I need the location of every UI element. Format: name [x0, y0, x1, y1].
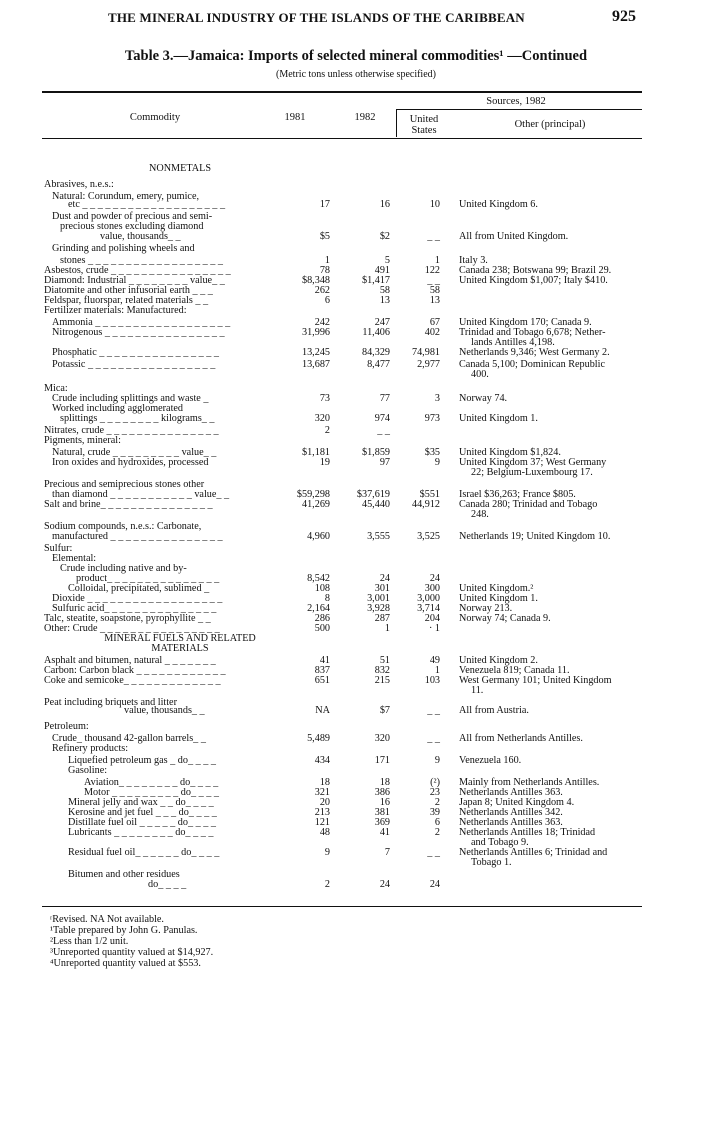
united-states-cell: 67 [429, 317, 440, 328]
value-1982-cell: 24 [379, 573, 390, 584]
united-states-cell: 3,714 [417, 603, 440, 614]
value-1982-cell: 974 [374, 413, 390, 424]
commodity-cell: Diamond: Industrial _ _ _ _ _ _ _ _ value_ _ [44, 275, 225, 286]
value-1981-cell: 20 [319, 797, 330, 808]
united-states-cell: 3,525 [417, 531, 440, 542]
section-heading [0, 163, 712, 174]
commodity-cell: Sulfur: [44, 543, 73, 554]
page-number: 925 [612, 8, 636, 25]
commodity-cell: Fertilizer materials: Manufactured: [44, 305, 187, 316]
united-states-cell: 122 [424, 265, 440, 276]
value-1981-cell: 73 [319, 393, 330, 404]
table-row [0, 705, 712, 716]
other-sources-cell: United Kingdom 37; West Germany [459, 457, 607, 468]
commodity-cell: than diamond _ _ _ _ _ _ _ _ _ _ _ value_ _ [52, 489, 230, 500]
section-title: MATERIALS [151, 643, 209, 654]
value-1981-cell: 31,996 [301, 327, 330, 338]
commodity-cell: Diatomite and other infusorial earth _ _ _ [44, 285, 213, 296]
other-sources-cell: Netherlands 19; United Kingdom 10. [459, 531, 611, 542]
table-row [0, 857, 712, 868]
value-1982-cell: 3,001 [367, 593, 390, 604]
other-sources-cell: Netherlands Antilles 6; Trinidad and [459, 847, 608, 858]
commodity-cell: Abrasives, n.e.s.: [44, 179, 114, 190]
header-sources: Sources, 1982 [486, 96, 546, 107]
value-1981-cell: 5,489 [307, 733, 330, 744]
united-states-cell: 1 [434, 665, 440, 676]
commodity-cell: Pigments, mineral: [44, 435, 121, 446]
table-row [0, 435, 712, 446]
table-row [0, 685, 712, 696]
value-1982-cell: 381 [374, 807, 390, 818]
value-1982-cell: 13 [379, 295, 390, 306]
footnote: ⁴Unreported quantity valued at $553. [50, 958, 201, 969]
commodity-cell: Feldspar, fluorspar, related materials _ _ [44, 295, 209, 306]
united-states-cell: 58 [429, 285, 440, 296]
other-sources-cell: United Kingdom 1. [459, 413, 538, 424]
united-states-cell: 23 [429, 787, 440, 798]
value-1982-cell: 491 [374, 265, 390, 276]
other-sources-cell: Canada 5,100; Dominican Republic [459, 359, 605, 370]
value-1982-cell: 16 [379, 199, 390, 210]
value-1981-cell: 4,960 [307, 531, 330, 542]
united-states-cell: _ _ [427, 275, 440, 286]
value-1981-cell: 6 [324, 295, 330, 306]
other-sources-cell: Netherlands Antilles 18; Trinidad [459, 827, 596, 838]
header-commodity: Commodity [129, 112, 181, 123]
united-states-cell: 10 [429, 199, 440, 210]
commodity-cell: Asphalt and bitumen, natural _ _ _ _ _ _ _ [44, 655, 216, 666]
other-sources-cell: United Kingdom 170; Canada 9. [459, 317, 592, 328]
value-1981-cell: 2,164 [307, 603, 330, 614]
value-1981-cell: 242 [314, 317, 330, 328]
united-states-cell: 1 [434, 255, 440, 266]
united-states-cell: 44,912 [411, 499, 440, 510]
value-1982-cell: $7 [379, 705, 390, 716]
value-1982-cell: 8,477 [367, 359, 390, 370]
value-1981-cell: 320 [314, 413, 330, 424]
united-states-cell: 6 [434, 817, 440, 828]
value-1982-cell: 77 [379, 393, 390, 404]
value-1982-cell: 18 [379, 777, 390, 788]
value-1981-cell: 1 [324, 255, 330, 266]
united-states-cell: 300 [424, 583, 440, 594]
united-states-cell: 9 [434, 755, 440, 766]
united-states-cell: 13 [429, 295, 440, 306]
united-states-cell: 2,977 [417, 359, 440, 370]
value-1982-cell: 247 [374, 317, 390, 328]
table-row [0, 231, 712, 242]
table-top-rule [42, 91, 642, 93]
commodity-cell: Bitumen and other residues [68, 869, 180, 880]
table-row [0, 413, 712, 424]
united-states-cell: 103 [424, 675, 440, 686]
commodity-cell: Motor _ _ _ _ _ _ _ _ _ do_ _ _ _ [84, 787, 219, 798]
united-states-cell: 49 [429, 655, 440, 666]
value-1982-cell: 320 [374, 733, 390, 744]
table-row [0, 721, 712, 732]
commodity-cell: splittings _ _ _ _ _ _ _ _ kilograms_ _ [60, 413, 215, 424]
commodity-cell: Grinding and polishing wheels and [52, 243, 195, 254]
united-states-cell: 9 [434, 457, 440, 468]
other-sources-cell: Netherlands Antilles 363. [459, 817, 563, 828]
value-1981-cell: 213 [314, 807, 330, 818]
commodity-cell: Coke and semicoke_ _ _ _ _ _ _ _ _ _ _ _ _ [44, 675, 221, 686]
table-row [0, 743, 712, 754]
footnote: ³Unreported quantity valued at $14,927. [50, 947, 214, 958]
value-1981-cell: 13,245 [301, 347, 330, 358]
commodity-cell: Precious and semiprecious stones other [44, 479, 205, 490]
value-1981-cell: NA [315, 705, 330, 716]
commodity-cell: Peat including briquets and litter [44, 697, 177, 708]
other-sources-continuation: 11. [471, 685, 484, 696]
page-header [0, 8, 712, 30]
footnote: ²Less than 1/2 unit. [50, 936, 129, 947]
united-states-cell: _ _ [427, 733, 440, 744]
other-sources-cell: United Kingdom $1,824. [459, 447, 561, 458]
commodity-cell: Lubricants _ _ _ _ _ _ _ _ do_ _ _ _ [68, 827, 214, 838]
table-row [0, 199, 712, 210]
header-united-line: United [409, 114, 439, 125]
other-sources-cell: United Kingdom.² [459, 583, 534, 594]
value-1981-cell: $59,298 [296, 489, 330, 500]
value-1982-cell: 215 [374, 675, 390, 686]
value-1981-cell: 262 [314, 285, 330, 296]
section-title: NONMETALS [148, 163, 211, 174]
united-states-cell: _ _ [427, 705, 440, 716]
united-states-cell: 2 [434, 827, 440, 838]
other-sources-continuation: lands Antilles 4,198. [471, 337, 555, 348]
commodity-cell: Talc, steatite, soapstone, pyrophyllite _ _ [44, 613, 211, 624]
value-1982-cell: 11,406 [362, 327, 390, 338]
header-other-principal: Other (principal) [514, 119, 586, 130]
commodity-cell: Phosphatic _ _ _ _ _ _ _ _ _ _ _ _ _ _ _ _ [52, 347, 219, 358]
value-1981-cell: 2 [324, 425, 330, 436]
commodity-cell: manufactured _ _ _ _ _ _ _ _ _ _ _ _ _ _ _ [52, 531, 223, 542]
value-1981-cell: 41,269 [301, 499, 330, 510]
value-1982-cell: 832 [374, 665, 390, 676]
commodity-cell: value, thousands_ _ [100, 231, 181, 242]
value-1981-cell: 121 [314, 817, 330, 828]
table-row [0, 179, 712, 190]
value-1982-cell: 301 [374, 583, 390, 594]
commodity-cell: Kerosine and jet fuel _ _ _ do_ _ _ _ [68, 807, 217, 818]
value-1981-cell: 2 [324, 879, 330, 890]
commodity-cell: Nitrates, crude _ _ _ _ _ _ _ _ _ _ _ _ _ _ _ [44, 425, 219, 436]
commodity-cell: Iron oxides and hydroxides, processed [52, 457, 209, 468]
header-1982: 1982 [354, 112, 376, 123]
value-1982-cell: $1,859 [361, 447, 390, 458]
united-states-cell: 3 [434, 393, 440, 404]
table-row [0, 305, 712, 316]
value-1982-cell: 3,928 [367, 603, 390, 614]
table-bottom-rule [42, 906, 642, 907]
value-1982-cell: $2 [379, 231, 390, 242]
table-row [0, 347, 712, 358]
commodity-cell: Dioxide _ _ _ _ _ _ _ _ _ _ _ _ _ _ _ _ _ _ [52, 593, 223, 604]
united-states-cell: 74,981 [411, 347, 440, 358]
value-1981-cell: 48 [319, 827, 330, 838]
united-states-cell: $551 [419, 489, 440, 500]
other-sources-cell: All from Austria. [459, 705, 529, 716]
other-sources-cell: Canada 238; Botswana 99; Brazil 29. [459, 265, 612, 276]
commodity-cell: value, thousands_ _ [124, 705, 205, 716]
table-subtitle: (Metric tons unless otherwise specified) [276, 69, 436, 80]
value-1982-cell: 97 [379, 457, 390, 468]
other-sources-continuation: 248. [471, 509, 489, 520]
commodity-cell: Worked including agglomerated [52, 403, 184, 414]
value-1981-cell: 17 [319, 199, 330, 210]
header-bottom-rule [42, 138, 642, 139]
united-states-cell: _ _ [427, 231, 440, 242]
other-sources-continuation: Tobago 1. [471, 857, 512, 868]
commodity-cell: Gasoline: [68, 765, 108, 776]
value-1982-cell: 171 [374, 755, 390, 766]
commodity-cell: etc _ _ _ _ _ _ _ _ _ _ _ _ _ _ _ _ _ _ _ [68, 199, 226, 210]
other-sources-continuation: 400. [471, 369, 489, 380]
value-1982-cell: 58 [379, 285, 390, 296]
table-row [0, 369, 712, 380]
value-1981-cell: 837 [314, 665, 330, 676]
other-sources-cell: United Kingdom 2. [459, 655, 538, 666]
section-title: MINERAL FUELS AND RELATED [104, 633, 256, 644]
commodity-cell: Crude_ thousand 42-gallon barrels_ _ [52, 733, 206, 744]
other-sources-cell: Italy 3. [459, 255, 488, 266]
table-row [0, 509, 712, 520]
united-states-cell: 24 [429, 573, 440, 584]
commodity-cell: stones _ _ _ _ _ _ _ _ _ _ _ _ _ _ _ _ _ _ [60, 255, 223, 266]
header-united-states [396, 114, 452, 136]
united-states-cell: 3,000 [417, 593, 440, 604]
value-1981-cell: 19 [319, 457, 330, 468]
value-1982-cell: $1,417 [361, 275, 390, 286]
running-title: THE MINERAL INDUSTRY OF THE ISLANDS OF THE CARIBBEAN [108, 10, 525, 25]
table-row [0, 467, 712, 478]
table-row [0, 879, 712, 890]
commodity-cell: do_ _ _ _ [148, 879, 187, 890]
united-states-cell: 402 [424, 327, 440, 338]
value-1982-cell: $37,619 [356, 489, 390, 500]
value-1981-cell: 321 [314, 787, 330, 798]
other-sources-cell: United Kingdom 1. [459, 593, 538, 604]
other-sources-continuation: and Tobago 9. [471, 837, 529, 848]
header-1981: 1981 [284, 112, 306, 123]
value-1982-cell: 45,440 [361, 499, 390, 510]
other-sources-cell: All from Netherlands Antilles. [459, 733, 583, 744]
value-1981-cell: 8 [324, 593, 330, 604]
other-sources-cell: United Kingdom $1,007; Italy $410. [459, 275, 608, 286]
value-1982-cell: 41 [379, 827, 390, 838]
other-sources-cell: Netherlands 9,346; West Germany 2. [459, 347, 610, 358]
commodity-cell: Crude including splittings and waste _ [52, 393, 209, 404]
value-1981-cell: 13,687 [301, 359, 330, 370]
value-1982-cell: 3,555 [367, 531, 390, 542]
commodity-cell: Elemental: [52, 553, 97, 564]
united-states-cell: _ _ [427, 847, 440, 858]
commodity-cell: Nitrogenous _ _ _ _ _ _ _ _ _ _ _ _ _ _ _ _ [52, 327, 225, 338]
commodity-cell: Distillate fuel oil _ _ _ _ _ do_ _ _ _ [68, 817, 216, 828]
commodity-cell: Asbestos, crude _ _ _ _ _ _ _ _ _ _ _ _ _ _ _ _ [44, 265, 231, 276]
united-states-cell: 2 [434, 797, 440, 808]
commodity-cell: Liquefied petroleum gas _ do_ _ _ _ [68, 755, 216, 766]
commodity-cell: Natural, crude _ _ _ _ _ _ _ _ _ value_ _ [52, 447, 217, 458]
value-1982-cell: _ _ [377, 425, 390, 436]
commodity-cell: precious stones excluding diamond [60, 221, 204, 232]
commodity-cell: Refinery products: [52, 743, 129, 754]
commodity-cell: Sodium compounds, n.e.s.: Carbonate, [44, 521, 202, 532]
commodity-cell: Mineral jelly and wax _ _ do_ _ _ _ [68, 797, 214, 808]
value-1981-cell: 651 [314, 675, 330, 686]
commodity-cell: Aviation_ _ _ _ _ _ _ _ do_ _ _ _ [84, 777, 219, 788]
header-states-line: States [411, 125, 437, 136]
commodity-cell: Sulfuric acid_ _ _ _ _ _ _ _ _ _ _ _ _ _ _ [52, 603, 217, 614]
value-1981-cell: 286 [314, 613, 330, 624]
value-1982-cell: 1 [384, 623, 390, 634]
commodity-cell: Other: Crude _ _ _ _ _ _ _ _ _ _ _ _ _ _ _ _ [44, 623, 220, 634]
other-sources-cell: Japan 8; United Kingdom 4. [459, 797, 575, 808]
value-1981-cell: 9 [324, 847, 330, 858]
commodity-cell: Mica: [44, 383, 68, 394]
value-1981-cell: $8,348 [301, 275, 330, 286]
other-sources-cell: Netherlands Antilles 363. [459, 787, 563, 798]
other-sources-cell: All from United Kingdom. [459, 231, 569, 242]
other-sources-cell: Netherlands Antilles 342. [459, 807, 563, 818]
commodity-cell: Colloidal, precipitated, sublimed _ [68, 583, 210, 594]
other-sources-cell: United Kingdom 6. [459, 199, 538, 210]
united-states-cell: 973 [424, 413, 440, 424]
header-sources-rule [396, 109, 642, 110]
value-1981-cell: 500 [314, 623, 330, 634]
other-sources-cell: Venezuela 819; Canada 11. [459, 665, 570, 676]
value-1982-cell: 369 [374, 817, 390, 828]
value-1982-cell: 16 [379, 797, 390, 808]
value-1982-cell: 84,329 [361, 347, 390, 358]
commodity-cell: Potassic _ _ _ _ _ _ _ _ _ _ _ _ _ _ _ _ _ [52, 359, 216, 370]
value-1981-cell: $1,181 [301, 447, 330, 458]
commodity-cell: Residual fuel oil_ _ _ _ _ _ do_ _ _ _ [68, 847, 220, 858]
united-states-cell: · 1 [428, 623, 440, 634]
united-states-cell: 39 [429, 807, 440, 818]
value-1982-cell: 51 [379, 655, 390, 666]
value-1982-cell: 386 [374, 787, 390, 798]
value-1981-cell: 18 [319, 777, 330, 788]
other-sources-cell: Canada 280; Trinidad and Tobago [459, 499, 598, 510]
commodity-cell: Petroleum: [44, 721, 89, 732]
united-states-cell: (²) [430, 777, 440, 788]
table-row [0, 531, 712, 542]
section-heading [0, 643, 712, 654]
table-title: Table 3.—Jamaica: Imports of selected mineral commodities¹ —Continued [124, 48, 588, 64]
commodity-cell: Ammonia _ _ _ _ _ _ _ _ _ _ _ _ _ _ _ _ _ _ [52, 317, 231, 328]
other-sources-cell: West Germany 101; United Kingdom [459, 675, 612, 686]
value-1981-cell: 78 [319, 265, 330, 276]
footnote: ¹Table prepared by John G. Panulas. [50, 925, 198, 936]
commodity-cell: Salt and brine_ _ _ _ _ _ _ _ _ _ _ _ _ _ _ [44, 499, 213, 510]
value-1981-cell: 41 [319, 655, 330, 666]
united-states-cell: 24 [429, 879, 440, 890]
other-sources-cell: Mainly from Netherlands Antilles. [459, 777, 600, 788]
value-1982-cell: 287 [374, 613, 390, 624]
other-sources-cell: Norway 74; Canada 9. [459, 613, 551, 624]
value-1982-cell: 24 [379, 879, 390, 890]
commodity-cell: Crude including native and by- [60, 563, 187, 574]
other-sources-continuation: 22; Belgium-Luxembourg 17. [471, 467, 593, 478]
commodity-cell: product_ _ _ _ _ _ _ _ _ _ _ _ _ _ _ [76, 573, 220, 584]
other-sources-cell: Israel $36,263; France $805. [459, 489, 576, 500]
united-states-cell: 204 [424, 613, 440, 624]
other-sources-cell: Norway 74. [459, 393, 508, 404]
table-row [0, 765, 712, 776]
value-1982-cell: 5 [384, 255, 390, 266]
other-sources-cell: Venezuela 160. [459, 755, 522, 766]
value-1982-cell: 7 [384, 847, 390, 858]
value-1981-cell: 8,542 [307, 573, 330, 584]
other-sources-cell: Norway 213. [459, 603, 513, 614]
value-1981-cell: 108 [314, 583, 330, 594]
united-states-cell: $35 [424, 447, 440, 458]
other-sources-cell: Trinidad and Tobago 6,678; Nether- [459, 327, 606, 338]
commodity-cell: Dust and powder of precious and semi- [52, 211, 213, 222]
value-1981-cell: 434 [314, 755, 330, 766]
table-row [0, 243, 712, 254]
commodity-cell: Natural: Corundum, emery, pumice, [52, 191, 200, 202]
value-1981-cell: $5 [319, 231, 330, 242]
footnote: ʳRevised. NA Not available. [50, 914, 164, 925]
commodity-cell: Carbon: Carbon black _ _ _ _ _ _ _ _ _ _ _ _ [44, 665, 226, 676]
